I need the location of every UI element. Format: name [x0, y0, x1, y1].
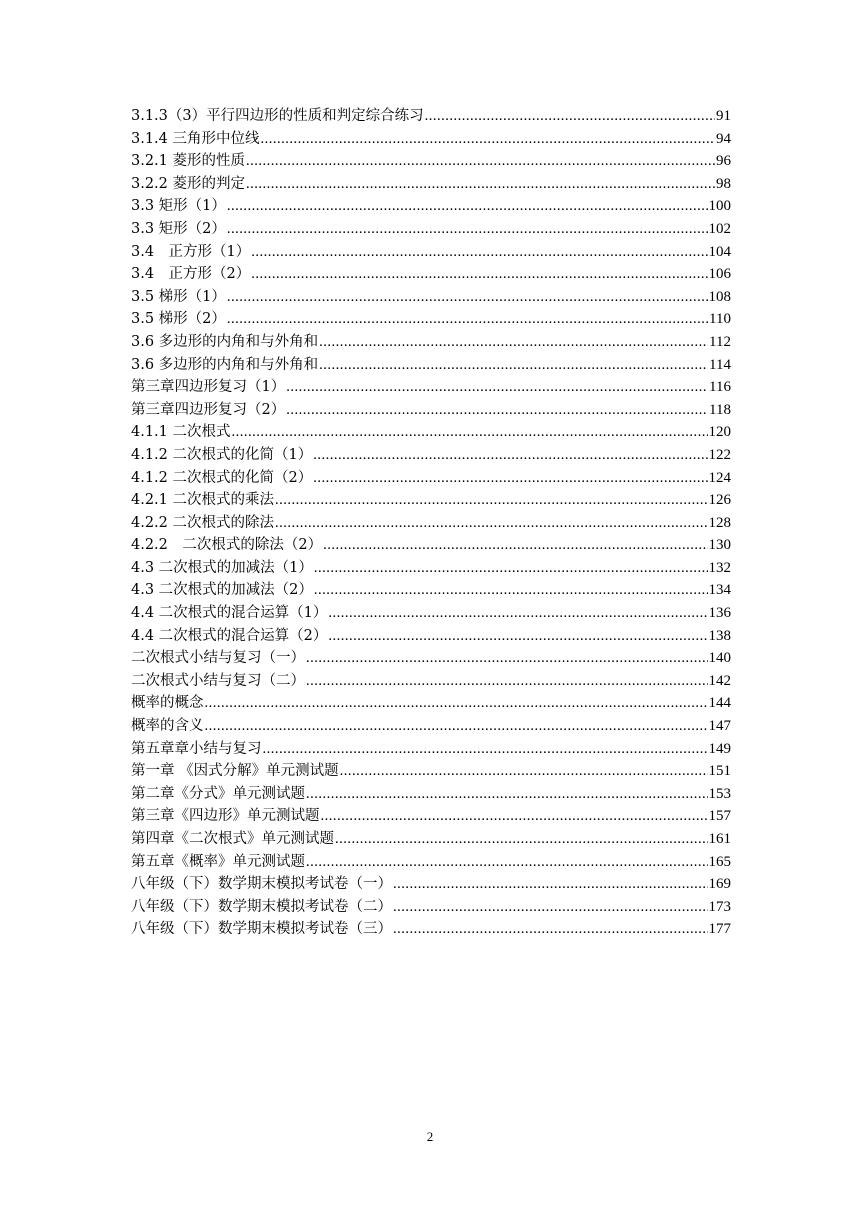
toc-entry-page: 126: [708, 492, 731, 509]
toc-entry-title: 3.4 正方形（2）: [131, 266, 251, 283]
toc-leader-dots: [323, 534, 707, 557]
toc-entry[interactable]: [131, 286, 731, 309]
toc-entry[interactable]: [131, 354, 731, 377]
toc-entry[interactable]: [131, 421, 731, 444]
toc-entry[interactable]: [131, 715, 731, 738]
toc-entry-page: 106: [708, 266, 731, 283]
toc-entry-title: 第四章《二次根式》单元测试题: [131, 831, 334, 847]
toc-leader-dots: [306, 783, 708, 806]
toc-leader-dots: [335, 828, 708, 851]
toc-entry-page: 98: [716, 175, 731, 192]
toc-entry-title: 3.2.2 菱形的判定: [131, 175, 246, 192]
toc-leader-dots: [306, 851, 708, 874]
toc-entry-title: 3.3 矩形（2）: [131, 220, 226, 237]
toc-entry[interactable]: [131, 692, 731, 715]
toc-entry-title: 二次根式小结与复习（二）: [131, 672, 305, 689]
toc-leader-dots: [251, 241, 707, 264]
toc-entry-page: 151: [708, 763, 731, 780]
toc-entry-title: 八年级（下）数学期末模拟考试卷（一）: [131, 876, 392, 893]
toc-entry-title: 第三章四边形复习（2）: [131, 401, 286, 418]
toc-entry-title: 第三章《四边形》单元测试题: [131, 808, 320, 825]
toc-entry-page: 104: [708, 243, 731, 260]
toc-entry-page: 120: [708, 424, 731, 441]
toc-entry-page: 108: [708, 288, 731, 305]
toc-entry[interactable]: [131, 444, 731, 467]
toc-entry-title: 3.1.4 三角形中位线: [131, 130, 260, 147]
toc-leader-dots: [275, 512, 707, 535]
toc-entry[interactable]: [131, 241, 731, 264]
toc-entry-page: 112: [709, 333, 731, 350]
toc-entry-page: 169: [708, 876, 731, 893]
toc-entry-title: 第三章四边形复习（1）: [131, 379, 286, 396]
toc-leader-dots: [321, 805, 708, 828]
toc-entry-title: 4.1.2 二次根式的化简（2）: [131, 469, 313, 486]
toc-leader-dots: [251, 263, 707, 286]
toc-leader-dots: [263, 738, 708, 761]
toc-entry-page: 157: [708, 808, 731, 825]
toc-entry-title: 4.2.2 二次根式的除法: [131, 514, 275, 531]
toc-leader-dots: [232, 421, 708, 444]
toc-entry[interactable]: [131, 670, 731, 693]
toc-entry[interactable]: [131, 828, 731, 851]
toc-entry-title: 4.2.2 二次根式的除法（2）: [131, 537, 323, 554]
toc-entry[interactable]: [131, 918, 731, 941]
toc-entry-page: 142: [708, 672, 731, 689]
toc-entry-title: 4.4 二次根式的混合运算（1）: [131, 605, 328, 622]
toc-entry-title: 3.2.1 菱形的性质: [131, 153, 246, 170]
toc-leader-dots: [227, 218, 708, 241]
toc-entry[interactable]: [131, 331, 731, 354]
toc-entry[interactable]: [131, 647, 731, 670]
toc-entry-page: 144: [708, 695, 731, 712]
toc-entry-page: 110: [709, 311, 731, 328]
toc-leader-dots: [246, 150, 715, 173]
toc-entry[interactable]: [131, 489, 731, 512]
toc-entry-page: 177: [708, 921, 731, 938]
toc-entry[interactable]: [131, 783, 731, 806]
toc-entry-page: 153: [708, 785, 731, 802]
toc-leader-dots: [313, 444, 707, 467]
toc-entry-page: 100: [708, 198, 731, 215]
toc-entry-page: 124: [708, 469, 731, 486]
toc-leader-dots: [328, 625, 707, 648]
toc-entry-page: 161: [708, 831, 731, 847]
toc-entry-page: 149: [708, 740, 731, 757]
toc-entry[interactable]: [131, 128, 731, 151]
toc-entry-title: 3.3 矩形（1）: [131, 198, 226, 215]
table-of-contents: [131, 105, 731, 941]
toc-entry[interactable]: [131, 760, 731, 783]
toc-leader-dots: [306, 670, 708, 693]
toc-leader-dots: [393, 873, 708, 896]
toc-entry-page: 102: [708, 220, 731, 237]
toc-leader-dots: [227, 195, 708, 218]
toc-entry[interactable]: [131, 625, 731, 648]
toc-entry-page: 128: [708, 514, 731, 531]
toc-leader-dots: [425, 105, 715, 128]
toc-entry[interactable]: [131, 263, 731, 286]
toc-entry[interactable]: [131, 308, 731, 331]
toc-entry[interactable]: [131, 467, 731, 490]
toc-entry-title: 二次根式小结与复习（一）: [131, 650, 305, 667]
toc-entry-title: 3.5 梯形（2）: [131, 311, 226, 328]
toc-entry[interactable]: [131, 512, 731, 535]
toc-entry-title: 八年级（下）数学期末模拟考试卷（三）: [131, 921, 392, 938]
toc-leader-dots: [227, 308, 708, 331]
toc-entry-title: 3.5 梯形（1）: [131, 288, 226, 305]
toc-leader-dots: [246, 173, 715, 196]
toc-entry-page: 165: [708, 853, 731, 870]
toc-entry[interactable]: [131, 399, 731, 422]
toc-entry-title: 4.2.1 二次根式的乘法: [131, 492, 275, 509]
toc-leader-dots: [286, 399, 708, 422]
toc-entry[interactable]: [131, 173, 731, 196]
page-number: 2: [426, 1129, 434, 1144]
toc-leader-dots: [286, 376, 708, 399]
toc-entry-title: 八年级（下）数学期末模拟考试卷（二）: [131, 898, 392, 915]
toc-entry-page: 118: [709, 401, 731, 418]
toc-leader-dots: [314, 557, 708, 580]
toc-leader-dots: [328, 602, 707, 625]
toc-entry[interactable]: [131, 873, 731, 896]
toc-leader-dots: [393, 918, 708, 941]
toc-leader-dots: [205, 692, 708, 715]
toc-entry-title: 第二章《分式》单元测试题: [131, 785, 305, 802]
toc-entry-page: 91: [716, 108, 731, 124]
toc-leader-dots: [227, 286, 708, 309]
toc-entry-title: 3.6 多边形的内角和与外角和: [131, 356, 319, 373]
toc-leader-dots: [319, 354, 708, 377]
toc-entry-page: 134: [708, 582, 731, 599]
toc-entry-page: 173: [708, 898, 731, 915]
toc-entry-title: 第五章章小结与复习: [131, 740, 262, 757]
toc-entry-title: 3.4 正方形（1）: [131, 243, 251, 260]
toc-entry-page: 96: [716, 153, 731, 170]
toc-leader-dots: [393, 896, 708, 919]
toc-entry-page: 94: [716, 130, 731, 147]
toc-entry[interactable]: [131, 896, 731, 919]
toc-leader-dots: [319, 331, 708, 354]
toc-entry[interactable]: [131, 805, 731, 828]
toc-entry-title: 概率的含义: [131, 718, 204, 735]
toc-entry-page: 116: [709, 379, 731, 396]
toc-entry[interactable]: [131, 534, 731, 557]
toc-entry-title: 概率的概念: [131, 695, 204, 712]
toc-entry-page: 140: [708, 650, 731, 667]
toc-leader-dots: [314, 579, 708, 602]
toc-entry[interactable]: [131, 105, 731, 128]
toc-entry-title: 4.4 二次根式的混合运算（2）: [131, 627, 328, 644]
toc-entry[interactable]: [131, 602, 731, 625]
toc-leader-dots: [275, 489, 707, 512]
toc-entry-title: 4.3 二次根式的加减法（1）: [131, 559, 313, 576]
toc-entry[interactable]: [131, 738, 731, 761]
toc-entry[interactable]: [131, 195, 731, 218]
toc-entry-title: 4.1.1 二次根式: [131, 424, 231, 441]
toc-leader-dots: [306, 647, 708, 670]
toc-entry-page: 122: [708, 446, 731, 463]
toc-entry[interactable]: [131, 150, 731, 173]
toc-leader-dots: [313, 467, 707, 490]
toc-leader-dots: [261, 128, 715, 151]
toc-entry-page: 147: [708, 718, 731, 735]
toc-entry[interactable]: [131, 851, 731, 874]
toc-entry-page: 130: [708, 537, 731, 554]
toc-entry-title: 第一章 《因式分解》单元测试题: [131, 763, 339, 780]
toc-entry-page: 114: [709, 356, 731, 373]
toc-entry-page: 136: [708, 605, 731, 622]
toc-entry-title: 4.1.2 二次根式的化简（1）: [131, 446, 313, 463]
toc-entry[interactable]: [131, 579, 731, 602]
toc-entry-title: 3.6 多边形的内角和与外角和: [131, 333, 319, 350]
toc-entry[interactable]: [131, 376, 731, 399]
toc-entry-title: 3.1.3（3）平行四边形的性质和判定综合练习: [131, 108, 424, 124]
toc-entry-page: 132: [708, 559, 731, 576]
toc-entry[interactable]: [131, 557, 731, 580]
toc-leader-dots: [340, 760, 708, 783]
toc-entry[interactable]: [131, 218, 731, 241]
toc-entry-page: 138: [708, 627, 731, 644]
toc-entry-title: 第五章《概率》单元测试题: [131, 853, 305, 870]
toc-leader-dots: [205, 715, 708, 738]
toc-entry-title: 4.3 二次根式的加减法（2）: [131, 582, 313, 599]
